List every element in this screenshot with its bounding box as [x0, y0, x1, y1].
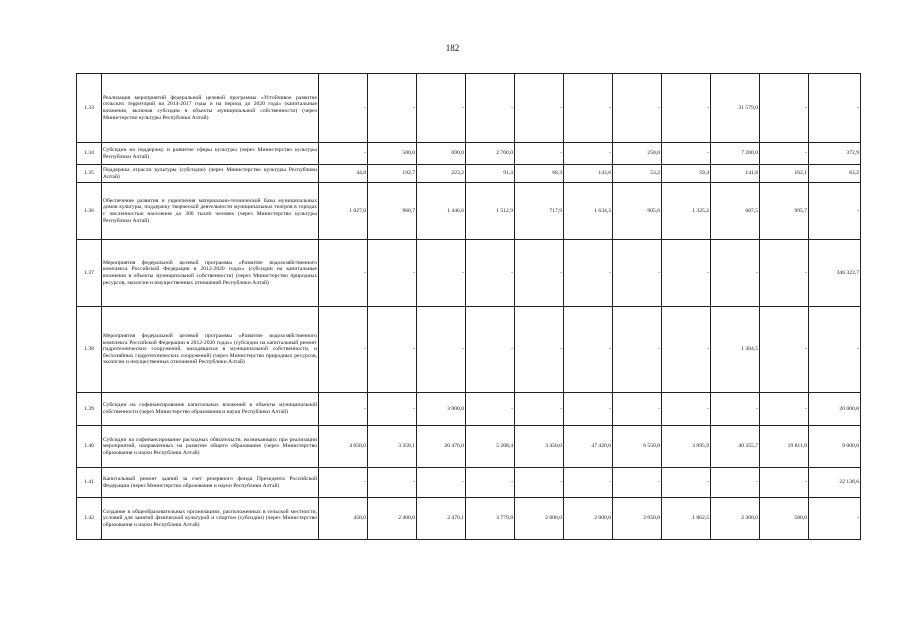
value-cell: 4 050,0	[319, 426, 368, 468]
value-cell: -	[466, 74, 515, 143]
row-number: 1.35	[77, 165, 102, 183]
row-description: Субсидии на поддержку и развитие сферы культуры (через Министерство культуры Республики Алтай)	[102, 143, 319, 165]
value-cell: -	[368, 74, 417, 143]
value-cell: 3 779,8	[466, 498, 515, 540]
value-cell: -	[613, 393, 662, 426]
value-cell: -	[662, 393, 711, 426]
value-cell: 19 811,0	[760, 426, 809, 468]
value-cell: 6 550,0	[613, 426, 662, 468]
value-cell: -	[368, 393, 417, 426]
value-cell: 607,5	[711, 183, 760, 240]
value-cell: -	[466, 468, 515, 498]
value-cell: 223,2	[417, 165, 466, 183]
value-cell: 47 420,0	[564, 426, 613, 468]
table-row	[77, 393, 861, 426]
table-row	[77, 143, 861, 165]
row-description: Субсидии на софинансирование расходных обязательств, возникающих при реализации мероприятий, направленных на развитие общего образования (через Министерство образования и науки Республики Алтай)	[102, 426, 319, 468]
value-cell: 20 476,0	[417, 426, 466, 468]
value-cell: 1 862,5	[662, 498, 711, 540]
value-cell: -	[564, 468, 613, 498]
value-cell: -	[662, 74, 711, 143]
value-cell: -	[760, 393, 809, 426]
value-cell: 68,3	[515, 165, 564, 183]
value-cell: 372,9	[809, 143, 861, 165]
table-row	[77, 74, 861, 143]
value-cell: -	[760, 143, 809, 165]
value-cell: -	[319, 143, 368, 165]
value-cell: -	[711, 240, 760, 307]
value-cell: 2 400,0	[368, 498, 417, 540]
value-cell: -	[662, 143, 711, 165]
value-cell: -	[613, 468, 662, 498]
row-number: 1.40	[77, 426, 102, 468]
value-cell: 141,8	[711, 165, 760, 183]
value-cell: 3 000,0	[417, 393, 466, 426]
table-row	[77, 498, 861, 540]
value-cell: 2 700,0	[466, 143, 515, 165]
value-cell: 1 512,9	[466, 183, 515, 240]
value-cell: -	[319, 74, 368, 143]
value-cell: 63,2	[809, 165, 861, 183]
table-row	[77, 165, 861, 183]
value-cell: -	[417, 240, 466, 307]
value-cell: 1 027,0	[319, 183, 368, 240]
value-cell: 31 579,0	[711, 74, 760, 143]
value-cell: -	[564, 74, 613, 143]
value-cell: -	[760, 307, 809, 393]
row-description: Мероприятия федеральной целевой программы «Развитие водохозяйственного комплекса Российской Федерации в 2012-2020 годах» (субсидии на капитальный ремонт гидротехнических сооружений, находящихся в муниципальной собственности, и бесхозяйных гидротехнических сооружений) (через Министерство природных ресурсов, экологии и имущественных отношений Республики Алтай)	[102, 307, 319, 393]
row-description: Поддержка отрасли культуры (субсидии) (через Министерство культуры Республики Алтай)	[102, 165, 319, 183]
value-cell: 3 358,1	[368, 426, 417, 468]
table-row	[77, 307, 861, 393]
value-cell: -	[564, 393, 613, 426]
page-number: 182	[445, 43, 460, 53]
value-cell: -	[760, 240, 809, 307]
row-number: 1.33	[77, 74, 102, 143]
value-cell: 22 138,6	[809, 468, 861, 498]
value-cell: 162,1	[760, 165, 809, 183]
row-number: 1.41	[77, 468, 102, 498]
value-cell: -	[515, 468, 564, 498]
row-description: Субсидии на софинансирование капитальных вложений в объекты муниципальной собственности (через Министерство образования и науки Республики Алтай)	[102, 393, 319, 426]
row-number: 1.37	[77, 240, 102, 307]
value-cell: -	[613, 307, 662, 393]
value-cell: 1 304,5	[711, 307, 760, 393]
value-cell: -	[417, 74, 466, 143]
value-cell: 960,7	[368, 183, 417, 240]
value-cell: -	[368, 240, 417, 307]
value-cell: -	[809, 74, 861, 143]
row-description: Капитальный ремонт зданий за счет резервного фонда Президента Российской Федерации (через Министерство образования и науки Республики Алтай)	[102, 468, 319, 498]
value-cell: 53,2	[613, 165, 662, 183]
value-cell: -	[466, 307, 515, 393]
value-cell: 9 000,0	[809, 426, 861, 468]
value-cell: 995,7	[760, 183, 809, 240]
value-cell: 59,4	[662, 165, 711, 183]
value-cell: 717,9	[515, 183, 564, 240]
value-cell: 3 095,9	[662, 426, 711, 468]
value-cell: -	[368, 307, 417, 393]
value-cell: 20 000,0	[809, 393, 861, 426]
value-cell: -	[809, 307, 861, 393]
value-cell: -	[760, 468, 809, 498]
value-cell: 2 050,0	[613, 498, 662, 540]
value-cell: 905,6	[613, 183, 662, 240]
value-cell: -	[515, 307, 564, 393]
row-number: 1.38	[77, 307, 102, 393]
value-cell: -	[466, 240, 515, 307]
value-cell: 40 355,7	[711, 426, 760, 468]
value-cell: 1 634,3	[564, 183, 613, 240]
value-cell: -	[662, 307, 711, 393]
row-number: 1.39	[77, 393, 102, 426]
table-row	[77, 183, 861, 240]
value-cell: 346 323,7	[809, 240, 861, 307]
value-cell: 690,0	[417, 143, 466, 165]
value-cell: -	[515, 143, 564, 165]
value-cell: -	[662, 468, 711, 498]
value-cell: 44,8	[319, 165, 368, 183]
value-cell: 2 300,0	[711, 498, 760, 540]
value-cell: 500,0	[368, 143, 417, 165]
value-cell: -	[466, 393, 515, 426]
value-cell: 7 200,0	[711, 143, 760, 165]
table-body	[77, 74, 861, 540]
budget-table	[76, 73, 861, 540]
value-cell: -	[613, 74, 662, 143]
value-cell: -	[760, 74, 809, 143]
value-cell: -	[564, 240, 613, 307]
row-description: Реализация мероприятий федеральной целевой программы «Устойчивое развитие сельских территорий на 2014-2017 годы и на период до 2020 года» (капитальные вложения, включая субсидии в объекты муниципальной собственности) (через Министерство культуры Республики Алтай)	[102, 74, 319, 143]
table-row	[77, 468, 861, 498]
row-number: 1.34	[77, 143, 102, 165]
table-row	[77, 426, 861, 468]
value-cell: -	[564, 143, 613, 165]
row-description: Мероприятия федеральной целевой программы «Развитие водохозяйственного комплекса Российской Федерации в 2012-2020 годах» (субсидии на капитальные вложения в объекты муниципальной собственности) (через Министерство природных ресурсов, экологии и имущественных отношений Республики Алтай)	[102, 240, 319, 307]
row-number: 1.36	[77, 183, 102, 240]
value-cell: 5 208,4	[466, 426, 515, 468]
value-cell: 1 325,2	[662, 183, 711, 240]
value-cell: 192,7	[368, 165, 417, 183]
value-cell: -	[319, 468, 368, 498]
value-cell: -	[368, 468, 417, 498]
value-cell: 2 000,0	[515, 498, 564, 540]
value-cell: -	[809, 183, 861, 240]
value-cell: 250,0	[613, 143, 662, 165]
value-cell: 2 000,0	[564, 498, 613, 540]
value-cell: -	[809, 498, 861, 540]
value-cell: -	[319, 393, 368, 426]
row-number: 1.42	[77, 498, 102, 540]
value-cell: -	[319, 240, 368, 307]
value-cell: -	[515, 393, 564, 426]
value-cell: -	[711, 393, 760, 426]
value-cell: 3 450,0	[515, 426, 564, 468]
value-cell: 500,0	[760, 498, 809, 540]
value-cell: -	[417, 468, 466, 498]
value-cell: 143,6	[564, 165, 613, 183]
value-cell: -	[319, 307, 368, 393]
value-cell: 450,0	[319, 498, 368, 540]
value-cell: 1 446,6	[417, 183, 466, 240]
value-cell: -	[515, 240, 564, 307]
value-cell: -	[515, 74, 564, 143]
row-description: Создание в общеобразовательных организациях, расположенных в сельской местности, условий для занятий физической культурой и спортом (субсидии) (через Министерство образования и науки Республики Алтай)	[102, 498, 319, 540]
value-cell: 2 470,1	[417, 498, 466, 540]
value-cell: -	[662, 240, 711, 307]
row-description: Обеспечение развития и укрепления материально-технической базы муниципальных домов культуры, поддержку творческой деятельности муниципальных театров в городах с численностью населения до 300 тысяч человек (через Министерство культуры Республики Алтай)	[102, 183, 319, 240]
value-cell: -	[711, 468, 760, 498]
table-row	[77, 240, 861, 307]
value-cell: -	[613, 240, 662, 307]
value-cell: -	[417, 307, 466, 393]
value-cell: 91,3	[466, 165, 515, 183]
value-cell: -	[564, 307, 613, 393]
